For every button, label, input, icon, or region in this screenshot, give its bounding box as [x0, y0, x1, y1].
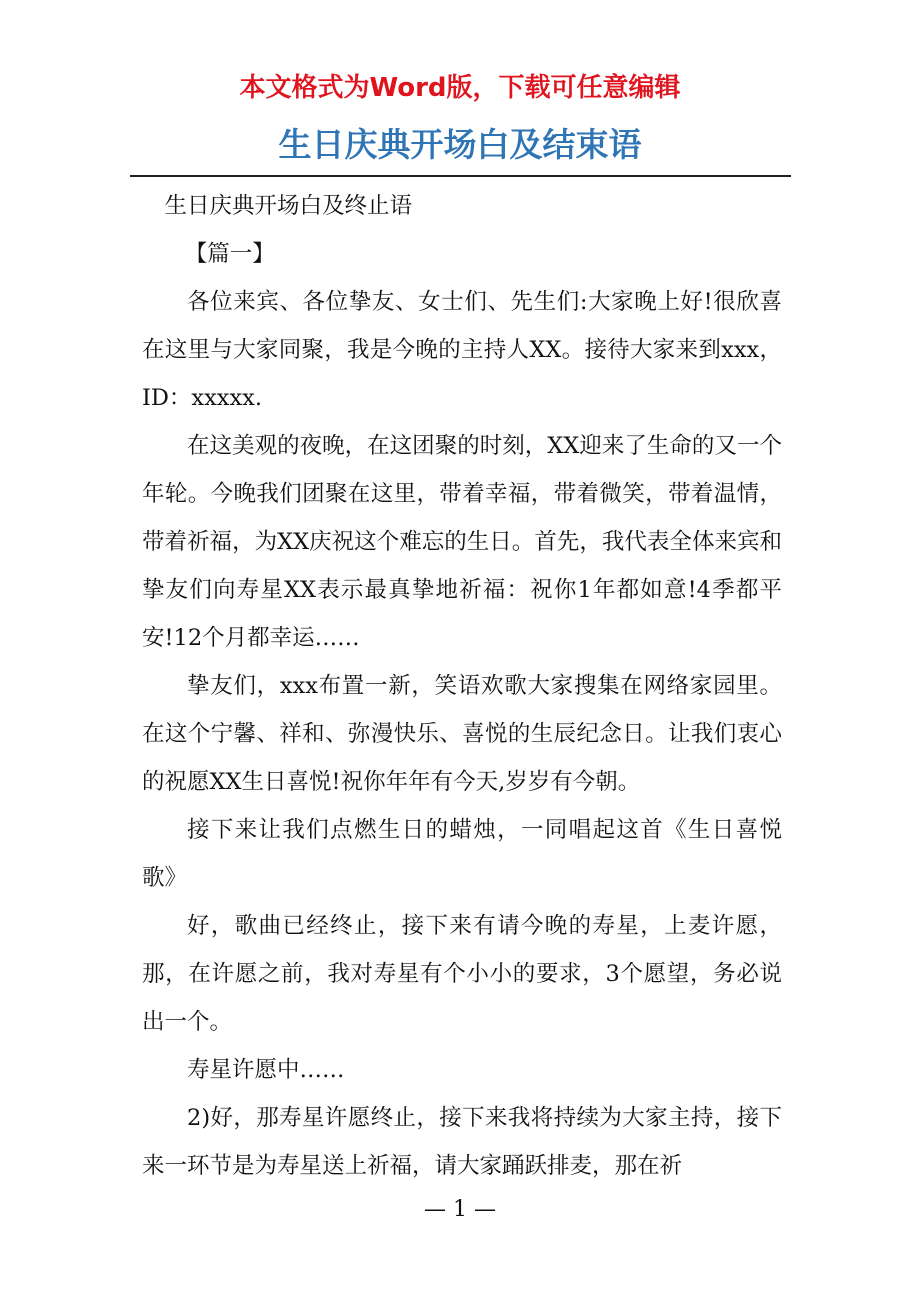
document-body	[142, 182, 782, 1190]
paragraph: 2)好，那寿星许愿终止，接下来我将持续为大家主持，接下来一环节是为寿星送上祈福，请大家踊跃排麦，那在祈	[142, 1105, 782, 1179]
page-number: — 1 —	[424, 1197, 496, 1222]
document-title: 生日庆典开场白及结束语	[278, 125, 642, 164]
title-divider	[130, 175, 791, 177]
paragraph: 各位来宾、各位挚友、女士们、先生们:大家晚上好!很欣喜在这里与大家同聚，我是今晚的主持人XX。接待大家来到xxx，ID：xxxxx.	[142, 289, 782, 411]
paragraph: 接下来让我们点燃生日的蜡烛，一同唱起这首《生日喜悦歌》	[142, 817, 782, 891]
section-label: 【篇一】	[184, 241, 275, 267]
document-subtitle: 生日庆典开场白及终止语	[164, 193, 413, 219]
paragraph: 在这美观的夜晚，在这团聚的时刻，XX迎来了生命的又一个年轮。今晚我们团聚在这里，带着幸福，带着微笑，带着温情，带着祈福，为XX庆祝这个难忘的生日。首先，我代表全体来宾和挚友们向寿星XX表示最真挚地祈福：祝你1年都如意!4季都平安!12个月都幸运……	[142, 433, 782, 651]
paragraph: 挚友们，xxx布置一新，笑语欢歌大家搜集在网络家园里。在这个宁馨、祥和、弥漫快乐、喜悦的生辰纪念日。让我们衷心的祝愿XX生日喜悦!祝你年年有今天,岁岁有今朝。	[142, 673, 782, 795]
paragraph: 好，歌曲已经终止，接下来有请今晚的寿星，上麦许愿，那，在许愿之前，我对寿星有个小小的要求，3个愿望，务必说出一个。	[142, 913, 782, 1035]
paragraph: 寿星许愿中……	[187, 1057, 345, 1083]
format-notice: 本文格式为Word版，下载可任意编辑	[239, 73, 681, 103]
